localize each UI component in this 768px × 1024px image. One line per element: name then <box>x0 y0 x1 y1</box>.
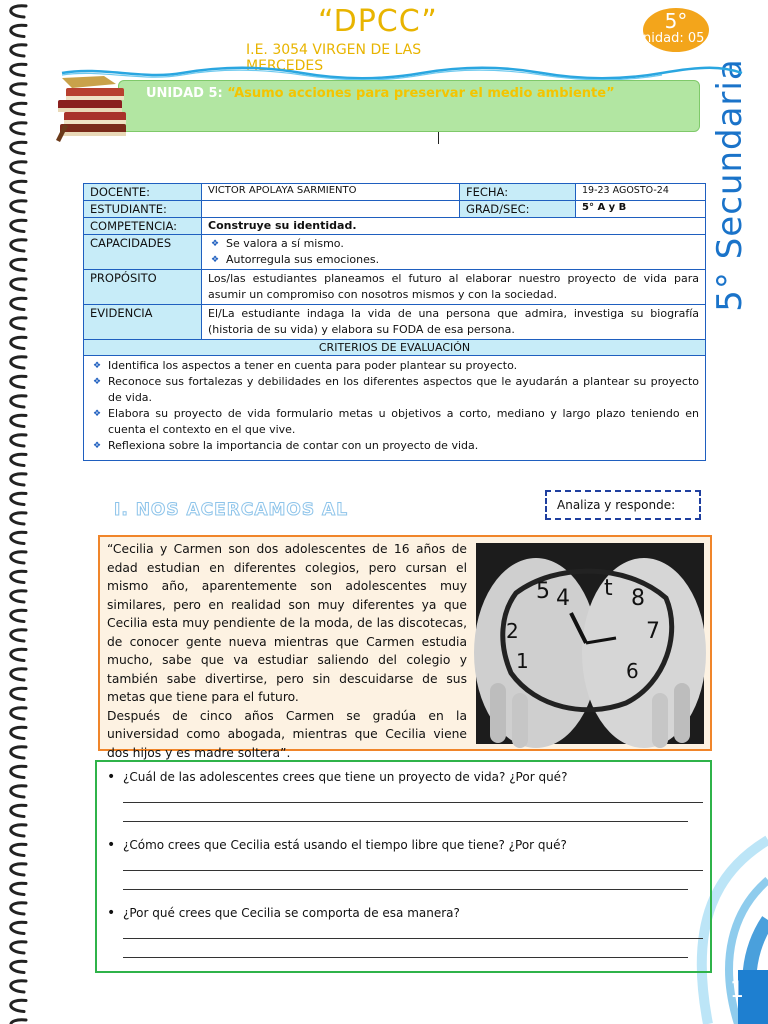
spiral-coil <box>11 552 26 563</box>
docente-label: DOCENTE: <box>84 184 202 201</box>
decorative-wave-line <box>62 66 742 80</box>
spiral-coil <box>11 376 26 387</box>
spiral-coil <box>11 532 26 543</box>
question-text: • ¿Cómo crees que Cecilia está usando el tiempo libre que tiene? ¿Por qué? <box>105 838 705 852</box>
svg-text:2: 2 <box>506 619 519 643</box>
spiral-coil <box>11 708 26 719</box>
spiral-coil <box>11 591 26 602</box>
spiral-coil <box>11 201 26 212</box>
spiral-binding <box>0 0 40 1024</box>
spiral-coil <box>11 454 26 465</box>
spiral-coil <box>11 259 26 270</box>
spiral-coil <box>11 318 26 329</box>
table-row <box>84 201 706 218</box>
spiral-coil <box>11 415 26 426</box>
capacidades-list <box>208 236 699 268</box>
question-text: • ¿Por qué crees que Cecilia se comporta de esa manera? <box>105 906 705 920</box>
list-item: ❖ Identifica los aspectos a tener en cuenta para poder plantear su proyecto. <box>90 358 699 374</box>
spiral-coil <box>11 688 26 699</box>
spiral-coil <box>11 961 26 972</box>
spiral-coil <box>11 844 26 855</box>
answer-line[interactable] <box>123 870 703 871</box>
spiral-coil <box>11 103 26 114</box>
list-item: ❖ Elabora su proyecto de vida formulario metas u objetivos a corto, mediano y largo plazo teniendo en cuenta el contexto en el que vive. <box>90 406 699 438</box>
gradsec-value[interactable]: 5° A y B <box>576 201 706 218</box>
spiral-coil <box>11 435 26 446</box>
spiral-coil <box>11 766 26 777</box>
spiral-coil <box>11 922 26 933</box>
criterios-list <box>90 358 699 454</box>
table-row <box>84 270 706 305</box>
table-row <box>84 235 706 270</box>
spiral-coil <box>11 493 26 504</box>
question-item <box>105 770 705 822</box>
spiral-coil <box>11 864 26 875</box>
list-item: ❖ Reflexiona sobre la importancia de contar con un proyecto de vida. <box>90 438 699 454</box>
story-text <box>107 540 467 762</box>
criterios-header: CRITERIOS DE EVALUACIÓN <box>84 340 706 356</box>
svg-text:t: t <box>604 576 613 601</box>
svg-text:4: 4 <box>556 586 570 611</box>
text-cursor <box>438 132 439 144</box>
school-name: I.E. 3054 VIRGEN DE LAS MERCEDES <box>246 42 422 74</box>
table-row <box>84 340 706 356</box>
answer-line[interactable] <box>123 821 688 822</box>
proposito-value: Los/las estudiantes planeamos el futuro al elaborar nuestro proyecto de vida para asumir un compromiso con nosotros mismos y con la sociedad. <box>202 270 706 305</box>
spiral-coil <box>11 298 26 309</box>
spiral-coil <box>11 786 26 797</box>
list-item: ❖ Se valora a sí mismo. <box>208 236 699 252</box>
story-paragraph: “Cecilia y Carmen son dos adolescentes de 16 años de edad estudian en diferentes colegios, pero cursan el mismo año, aparentemente son adolescentes muy similares, pero en realidad son muy diferentes ya que Cecilia esta muy pendiente de la moda, de las discotecas, de conocer gente nueva mientras que Carmen estudia mucho, sabe que va estudiar saliendo del colegio y también sabe divertirse, pero sin descuidarse de sus metas que tiene para el futuro. <box>107 542 467 704</box>
unit-name: “Asumo acciones para preservar el medio ambiente” <box>227 86 615 101</box>
spiral-coil <box>11 84 26 95</box>
fecha-value[interactable]: 19-23 AGOSTO-24 <box>576 184 706 201</box>
section-heading: I. NOS ACERCAMOS AL <box>114 500 349 520</box>
unit-label: UNIDAD 5: <box>146 86 223 101</box>
svg-text:8: 8 <box>631 586 645 611</box>
spiral-coil <box>11 6 26 17</box>
svg-text:7: 7 <box>646 619 660 644</box>
question-item <box>105 906 705 958</box>
spiral-coil <box>11 357 26 368</box>
evidencia-label: EVIDENCIA <box>84 305 202 340</box>
spiral-coil <box>11 903 26 914</box>
capacidades-value <box>202 235 706 270</box>
spiral-coil <box>11 610 26 621</box>
list-item: ❖ Autorregula sus emociones. <box>208 252 699 268</box>
proposito-label: PROPÓSITO <box>84 270 202 305</box>
spiral-coil <box>11 181 26 192</box>
svg-text:6: 6 <box>626 659 639 683</box>
criterios-cell <box>84 356 706 461</box>
unit-title <box>146 86 615 101</box>
hands-clock-image <box>476 543 704 744</box>
gradsec-label: GRAD/SEC: <box>460 201 576 218</box>
table-row <box>84 305 706 340</box>
spiral-coil <box>11 513 26 524</box>
vertical-grade-label <box>700 50 760 320</box>
story-paragraph: Después de cinco años Carmen se gradúa en la universidad como abogada, mientras que Cecilia viene dos hijos y es madre soltera”. <box>107 708 467 760</box>
spiral-coil <box>11 825 26 836</box>
spiral-coil <box>11 142 26 153</box>
spiral-coil <box>11 123 26 134</box>
competencia-label: COMPETENCIA: <box>84 218 202 235</box>
evidencia-value: El/La estudiante indaga la vida de una persona que admira, investiga su biografía (historia de su vida) y elabora su FODA de esa persona. <box>202 305 706 340</box>
spiral-coil <box>11 747 26 758</box>
spiral-coil <box>11 883 26 894</box>
estudiante-label: ESTUDIANTE: <box>84 201 202 218</box>
spiral-coil <box>11 1000 26 1011</box>
info-table <box>83 183 706 461</box>
svg-text:1: 1 <box>516 649 529 673</box>
docente-value[interactable]: VICTOR APOLAYA SARMIENTO <box>202 184 460 201</box>
spiral-coil <box>11 220 26 231</box>
spiral-coil <box>11 630 26 641</box>
spiral-coil <box>11 474 26 485</box>
grade-badge <box>633 8 709 52</box>
capacidades-label: CAPACIDADES <box>84 235 202 270</box>
books-icon <box>54 74 136 144</box>
fecha-label: FECHA: <box>460 184 576 201</box>
spiral-coil <box>11 64 26 75</box>
spiral-coil <box>11 1020 26 1024</box>
spiral-coil <box>11 571 26 582</box>
document-title: “DPCC” <box>318 4 438 39</box>
spiral-coil <box>11 396 26 407</box>
answer-line[interactable] <box>123 889 688 890</box>
competencia-value: Construye su identidad. <box>202 218 706 235</box>
spiral-coil <box>11 669 26 680</box>
list-item: ❖ Reconoce sus fortalezas y debilidades en los diferentes aspectos que le ayudarán a plantear su proyecto de vida. <box>90 374 699 406</box>
spiral-coil <box>11 45 26 56</box>
instruction-box: Analiza y responde: <box>545 490 701 520</box>
spiral-coil <box>11 942 26 953</box>
spiral-coil <box>11 240 26 251</box>
spiral-coil <box>11 162 26 173</box>
svg-text:5: 5 <box>536 579 550 604</box>
estudiante-value[interactable] <box>202 201 460 218</box>
vertical-grade-text: 5° Secundaria <box>710 58 750 312</box>
spiral-coil <box>11 727 26 738</box>
answer-line[interactable] <box>123 938 703 939</box>
spiral-coil <box>11 805 26 816</box>
grade-badge-unit: Unidad: 05 <box>633 31 705 46</box>
table-row <box>84 184 706 201</box>
table-row <box>84 356 706 461</box>
answer-line[interactable] <box>123 802 703 803</box>
spiral-coil <box>11 981 26 992</box>
question-item <box>105 838 705 890</box>
page-number: 1 <box>730 978 744 1003</box>
table-row <box>84 218 706 235</box>
spiral-coil <box>11 649 26 660</box>
answer-line[interactable] <box>123 957 688 958</box>
grade-badge-grade: 5° <box>664 9 688 33</box>
spiral-coil <box>11 25 26 36</box>
question-text: • ¿Cuál de las adolescentes crees que tiene un proyecto de vida? ¿Por qué? <box>105 770 705 784</box>
spiral-coil <box>11 337 26 348</box>
spiral-coil <box>11 279 26 290</box>
